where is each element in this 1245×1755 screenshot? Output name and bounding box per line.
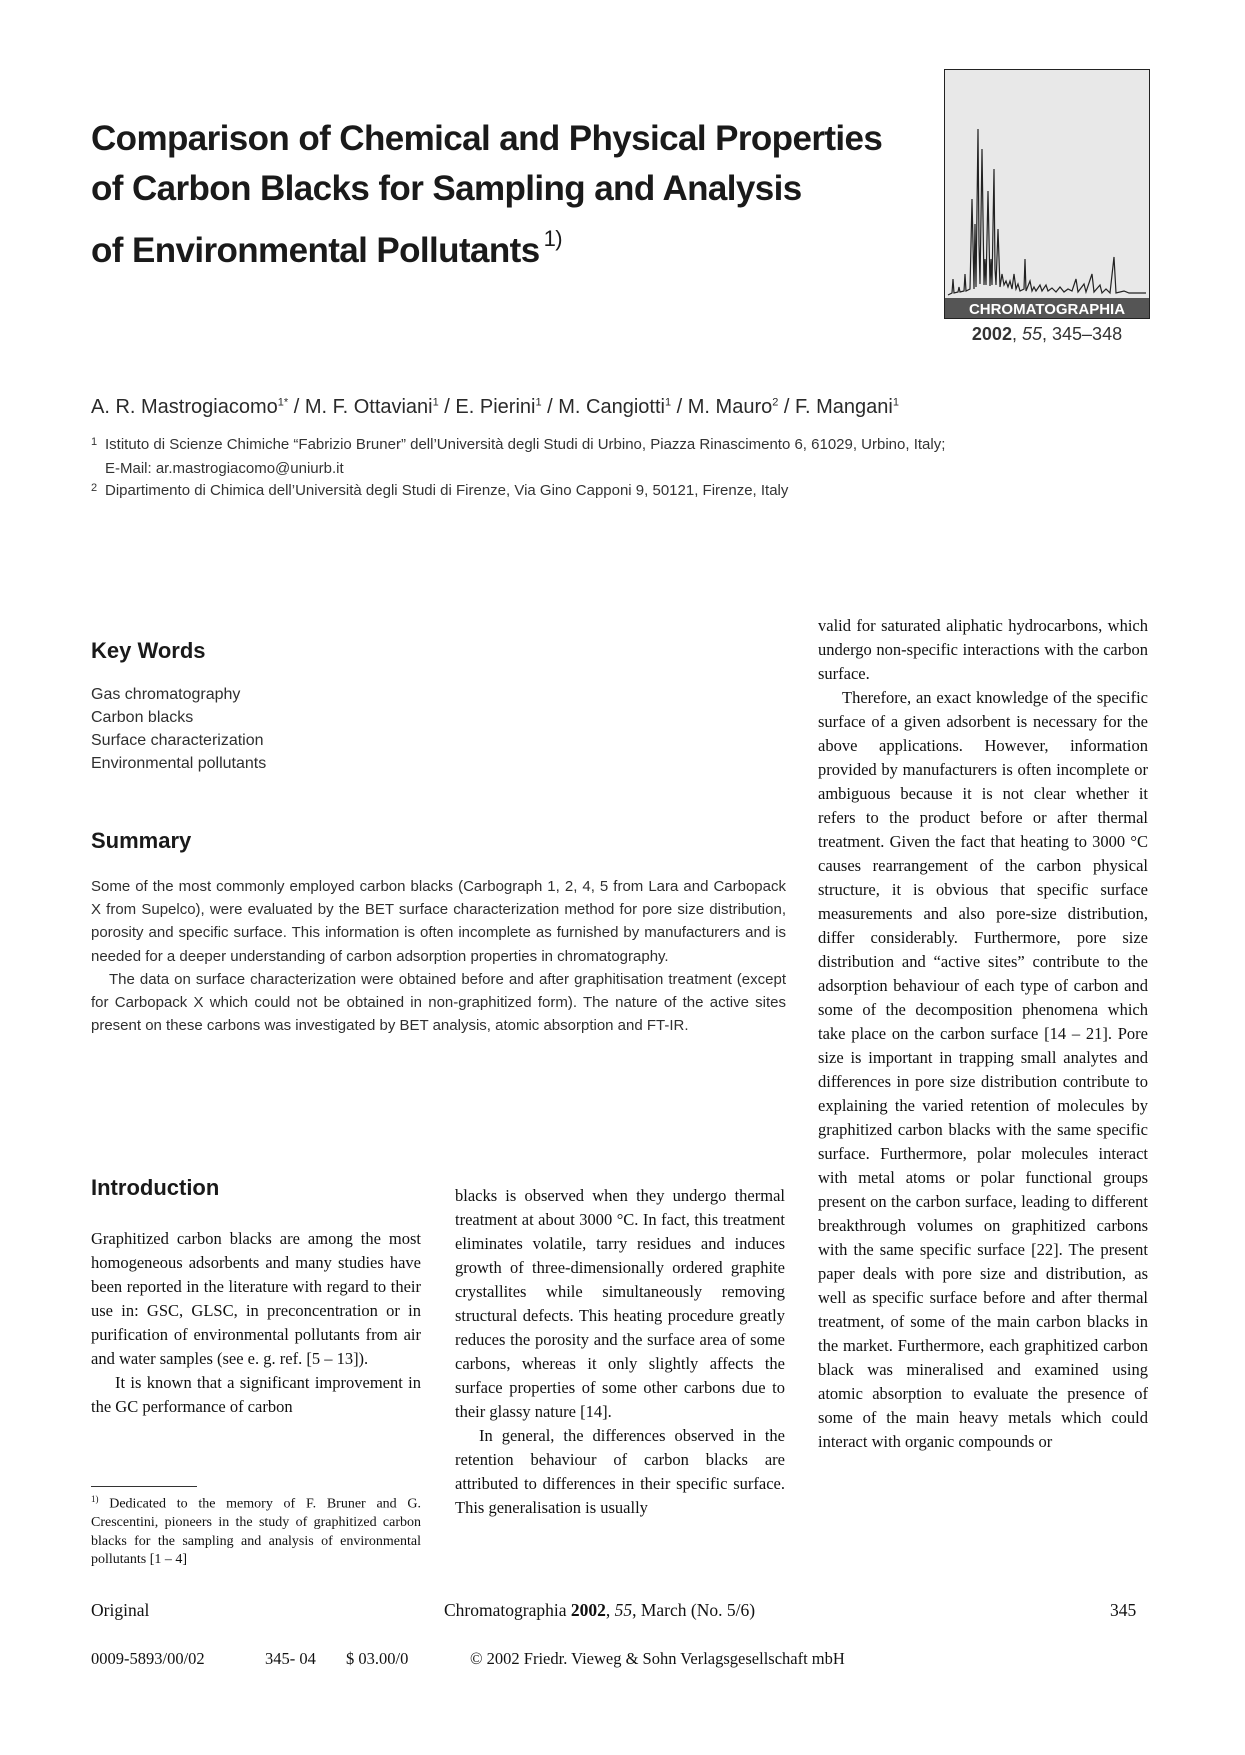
body-column-2 (455, 1184, 785, 1520)
intro-paragraph: In general, the differences observed in the retention behaviour of carbon blacks are attributed to differences in their specific surface. This generalisation is usually (455, 1426, 785, 1517)
affiliation-1 (91, 436, 945, 453)
logo-pages: 345–348 (1052, 324, 1123, 344)
keyword-item: Gas chromatography (91, 686, 241, 703)
body-column-3 (818, 614, 1148, 1454)
affiliation-1-number: 1 (91, 436, 98, 448)
logo-volume: 55 (1021, 324, 1042, 344)
author-affiliation-mark: 1 (535, 396, 542, 409)
author-affiliation-mark: 1* (277, 396, 289, 409)
title-line-1: Comparison of Chemical and Physical Properties (91, 119, 883, 158)
affiliation-2 (91, 482, 788, 499)
keywords-heading: Key Words (91, 638, 206, 663)
body-column-1 (91, 1227, 421, 1419)
author-separator: / (671, 396, 688, 418)
footnote-mark: 1) (91, 1494, 99, 1504)
article-type: Original (91, 1600, 150, 1620)
keywords-list (91, 683, 266, 775)
author-name: M. F. Ottaviani (304, 396, 433, 418)
logo-citation: 2002, 55, 345–348 (971, 324, 1123, 344)
intro-paragraph: Therefore, an exact knowledge of the specific surface of a given adsorbent is necessary for the above applications. However, information provided by manufacturers is often incomplete or ambiguous because it is not clear whether it refers to the product before or after thermal treatment. Given the fact that heating to 3000 °C causes rearrangement of the carbon physical structure, it is obvious that specific surface measurements and also pore-size distribution, differ considerably. Furthermore, pore size distribution and “active sites” contribute to the adsorption behaviour of each type of carbon and some of the decomposition phenomena which take place on the carbon surface [14 – 21]. Pore size is important in trapping small analytes and differences in pore size distribution contribute to explaining the varied retention of molecules by graphitized carbon blacks with the same specific surface. Furthermore, polar molecules interact with metal atoms or polar functional groups present on the carbon surface, leading to different breakthrough volumes on graphitized carbons with the same specific surface [22]. The present paper deals with pore size and distribution, as well as specific surface before and after thermal treatment, of some of the main carbon blacks in the market. Furthermore, each graphitized carbon black was mineralised and examined using atomic absorption to evaluate the presence of some of the main heavy metals which could interact with organic compounds or (818, 688, 1148, 1451)
summary-body (91, 875, 786, 1037)
author-separator: / (541, 396, 559, 418)
title-line-3: of Environmental Pollutants (91, 231, 540, 270)
footnote-divider (91, 1486, 197, 1487)
author-email: E-Mail: ar.mastrogiacomo@uniurb.it (105, 460, 344, 477)
page-number: 345 (1110, 1600, 1137, 1620)
journal-logo (944, 69, 1150, 319)
keyword-item: Carbon blacks (91, 709, 194, 726)
introduction-heading: Introduction (91, 1175, 220, 1200)
author-list (91, 396, 899, 419)
author-name: A. R. Mastrogiacomo (91, 396, 278, 418)
footer-issue: , March (No. 5/6) (632, 1600, 756, 1620)
author-name: F. Mangani (795, 396, 893, 418)
author-separator: / (778, 396, 796, 418)
price-code: $ 03.00/0 (346, 1649, 409, 1668)
title-line-2: of Carbon Blacks for Sampling and Analysis (91, 169, 802, 208)
pages-code: 345- 04 (265, 1649, 316, 1668)
chromatogram-logo-graphic (944, 69, 1150, 319)
author-separator: / (288, 396, 305, 418)
title-footnote-mark: 1) (543, 226, 562, 251)
affiliation-1-text: Istituto di Scienze Chimiche “Fabrizio Bruner” dell’Università degli Studi di Urbino, Piazza Rinascimento 6, 61029, Urbino, Italy; (105, 436, 946, 453)
author-name: E. Pierini (455, 396, 536, 418)
copyright: © 2002 Friedr. Vieweg & Sohn Verlagsgesellschaft mbH (470, 1649, 845, 1668)
intro-paragraph: valid for saturated aliphatic hydrocarbons, which undergo non-specific interactions with the carbon surface. (818, 616, 1148, 683)
issn-code: 0009-5893/00/02 (91, 1649, 205, 1668)
footer-journal: Chromatographia (444, 1600, 567, 1620)
author-name: M. Mauro (687, 396, 773, 418)
footer-volume: 55 (614, 1600, 633, 1620)
keyword-item: Environmental pollutants (91, 755, 267, 772)
summary-paragraph-2: The data on surface characterization were obtained before and after graphitisation treatment (except for Carbopack X which could not be obtained in non-graphitized form). The nature of the active sites present on these carbons was investigated by BET analysis, atomic absorption and FT-IR. (91, 970, 786, 1035)
intro-paragraph: It is known that a significant improvement in the GC performance of carbon (91, 1373, 421, 1416)
footer-year: 2002 (570, 1600, 606, 1620)
author-name: M. Cangiotti (558, 396, 665, 418)
keyword-item: Surface characterization (91, 732, 264, 749)
journal-citation: Chromatographia 2002, 55, March (No. 5/6) (444, 1600, 756, 1620)
summary-paragraph-1: Some of the most commonly employed carbon blacks (Carbograph 1, 2, 4, 5 from Lara and Carbopack X from Supelco), were evaluated by the BET surface characterization method for pore size distribution, porosity and specific surface. This information is often incomplete as furnished by manufacturers and is needed for a deeper understanding of carbon adsorption properties in chromatography. (91, 878, 786, 965)
logo-year: 2002 (971, 324, 1012, 344)
footnote (91, 1490, 421, 1570)
footnote-text: Dedicated to the memory of F. Bruner and G. Crescentini, pioneers in the study of graphitized carbon blacks for the sampling and analysis of environmental pollutants [1 – 4] (91, 1496, 422, 1568)
affiliation-email (91, 460, 344, 477)
article-title (91, 114, 911, 276)
author-affiliation-mark: 1 (892, 396, 899, 409)
author-affiliation-mark: 1 (664, 396, 672, 409)
intro-paragraph: Graphitized carbon blacks are among the most homogeneous adsorbents and many studies have been reported in the literature with regard to their use in: GSC, GLSC, in preconcentration or in purification of environmental pollutants from air and water samples (see e. g. ref. [5 – 13]). (91, 1229, 421, 1368)
author-separator: / (438, 396, 456, 418)
author-affiliation-mark: 1 (432, 396, 439, 409)
affiliation-2-number: 2 (91, 482, 98, 494)
affiliation-2-text: Dipartimento di Chimica dell’Università degli Studi di Firenze, Via Gino Capponi 9, 50121, Firenze, Italy (105, 482, 789, 499)
summary-heading: Summary (91, 828, 192, 853)
intro-paragraph: blacks is observed when they undergo thermal treatment at about 3000 °C. In fact, this treatment eliminates volatile, tarry residues and induces growth of three-dimensionally ordered graphite crystallites while simultaneously removing structural defects. This heating procedure greatly reduces the porosity and the surface area of some carbons, whereas it only slightly affects the surface properties of some other carbons due to their glassy nature [14]. (455, 1186, 785, 1421)
author-affiliation-mark: 2 (772, 396, 779, 409)
journal-logo-name: CHROMATOGRAPHIA (968, 301, 1126, 318)
